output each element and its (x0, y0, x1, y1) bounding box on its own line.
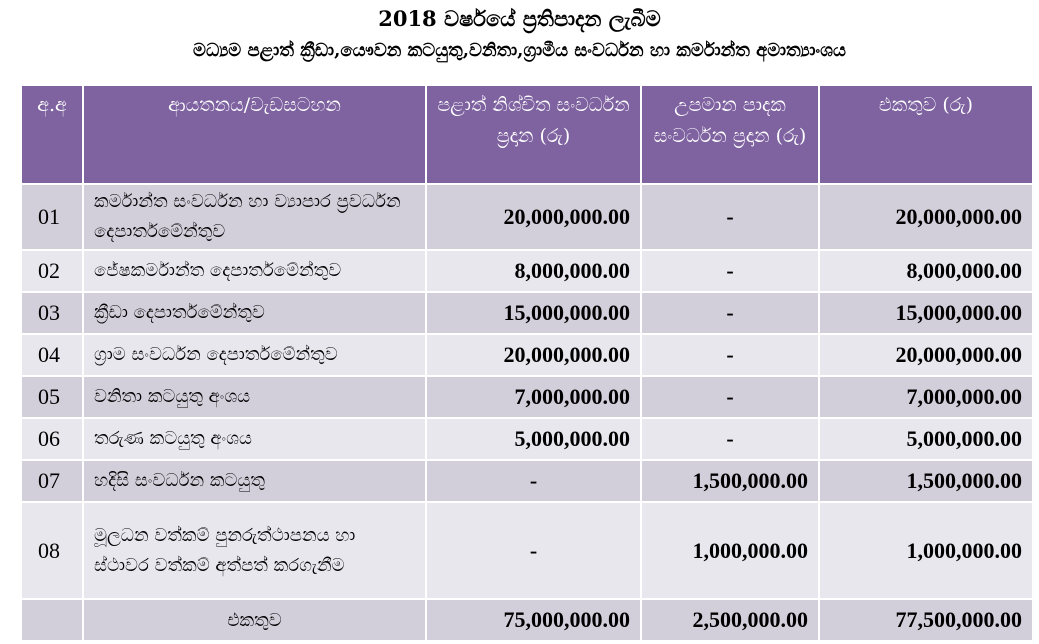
row-criteria-grant: 1,000,000.00 (641, 502, 819, 599)
row-total: 5,000,000.00 (819, 418, 1033, 460)
row-criteria-grant: - (641, 334, 819, 376)
row-number: 01 (21, 184, 83, 250)
row-criteria-grant: - (641, 376, 819, 418)
row-institution: කර්මාන්ත සංවර්ධන හා ව්‍යාපාර ප්‍රවර්ධන දෙපාර්තමේන්තුව (83, 184, 426, 250)
row-total: 20,000,000.00 (819, 334, 1033, 376)
table-row (21, 184, 1033, 250)
row-institution: වනිතා කටයුතු අංශය (83, 376, 426, 418)
row-provincial-grant: 20,000,000.00 (426, 184, 641, 250)
row-number: 07 (21, 460, 83, 502)
row-total: 1,000,000.00 (819, 502, 1033, 599)
totals-blank-cell (21, 599, 83, 641)
row-number: 05 (21, 376, 83, 418)
totals-total: 77,500,000.00 (819, 599, 1033, 641)
row-provincial-grant: - (426, 502, 641, 599)
row-provincial-grant: - (426, 460, 641, 502)
row-number: 06 (21, 418, 83, 460)
row-criteria-grant: - (641, 292, 819, 334)
row-total: 15,000,000.00 (819, 292, 1033, 334)
col-header-institution: ආයතනය/වැඩසටහන (83, 85, 426, 184)
row-criteria-grant: - (641, 184, 819, 250)
totals-row (21, 599, 1033, 641)
row-criteria-grant: 1,500,000.00 (641, 460, 819, 502)
col-header-number: අ.අ (21, 85, 83, 184)
page-subtitle: මධ්‍යම පළාත් ක්‍රීඩා,යෞවන කටයුතු,වනිතා,ග්‍රාමීය සංවර්ධන හා කර්මාන්ත අමාත්‍යාංශය (193, 40, 846, 61)
row-institution: හදිසි සංවර්ධන කටයුතු (83, 460, 426, 502)
col-header-provincial-grant: පළාත් නිශ්චිත සංවර්ධන ප්‍රදාන (රු) (426, 85, 641, 184)
table-header-row (21, 85, 1033, 184)
table-row (21, 334, 1033, 376)
allocation-table (20, 84, 1034, 642)
row-provincial-grant: 7,000,000.00 (426, 376, 641, 418)
table-row (21, 250, 1033, 292)
row-number: 03 (21, 292, 83, 334)
table-row (21, 418, 1033, 460)
totals-criteria-grant: 2,500,000.00 (641, 599, 819, 641)
row-criteria-grant: - (641, 250, 819, 292)
totals-provincial-grant: 75,000,000.00 (426, 599, 641, 641)
row-institution: ග්‍රාම සංවර්ධන දෙපාර්තමේන්තුව (83, 334, 426, 376)
row-provincial-grant: 20,000,000.00 (426, 334, 641, 376)
row-total: 8,000,000.00 (819, 250, 1033, 292)
row-institution: ජේෂකර්මාන්ත දෙපාර්තමේන්තුව (83, 250, 426, 292)
col-header-total: එකතුව (රු) (819, 85, 1033, 184)
row-provincial-grant: 8,000,000.00 (426, 250, 641, 292)
row-number: 08 (21, 502, 83, 599)
page-title: 2018 වර්ෂයේ ප්‍රතිපාදන ලැබීම (378, 6, 661, 31)
row-provincial-grant: 5,000,000.00 (426, 418, 641, 460)
table-row (21, 502, 1033, 599)
row-total: 1,500,000.00 (819, 460, 1033, 502)
row-total: 20,000,000.00 (819, 184, 1033, 250)
table-row (21, 460, 1033, 502)
table-row (21, 376, 1033, 418)
row-number: 04 (21, 334, 83, 376)
row-institution: තරුණ කටයුතු අංශය (83, 418, 426, 460)
table-row (21, 292, 1033, 334)
row-criteria-grant: - (641, 418, 819, 460)
row-institution: ක්‍රීඩා දෙපාර්තමේන්තුව (83, 292, 426, 334)
col-header-criteria-grant: උපමාන පාදක සංවර්ධන ප්‍රදාන (රු) (641, 85, 819, 184)
row-institution: මූලධන වත්කම් පුනරුත්ථාපනය හා ස්ථාවර වත්කම් අත්පත් කරගැනීම (83, 502, 426, 599)
row-number: 02 (21, 250, 83, 292)
row-provincial-grant: 15,000,000.00 (426, 292, 641, 334)
row-total: 7,000,000.00 (819, 376, 1033, 418)
totals-label: එකතුව (83, 599, 426, 641)
